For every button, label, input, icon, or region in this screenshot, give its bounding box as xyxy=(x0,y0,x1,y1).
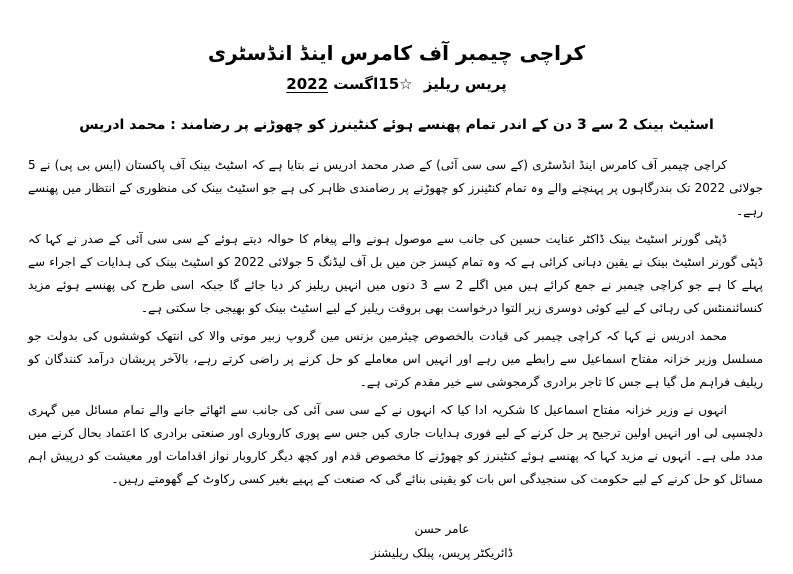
body-paragraph-2: ڈپٹی گورنر اسٹیٹ بینک ڈاکٹر عنایت حسین کی جانب سے موصول ہونے والے پیغام کا حوالہ دیتے ہوئے کے سی سی آئی کے صدر نے کہا کہ ڈپٹی گورنر اسٹیٹ بینک نے یقین دہانی کرائی ہے کہ وہ تمام کیسز جن میں بل آف لیڈنگ 5 جولائی 2022 کو اسٹیٹ بینک کی ہدایات کے اجراء سے پہلے کا ہے جو کراچی چیمبر نے جمع کرائے ہیں میں اگلے 2 سے 3 دنوں میں انہیں ریلیز کر دیا جائے گا جبکہ اسی طرح کی پھنسے ہوئے مزید کنسائنمنٹس کی رہائی کے لیے کوئی دوسری زیر التوا درخواست بھی بروقت ریلیز کے لیے اسٹیٹ بینک کو بھیجی جا سکتی ہے۔ xyxy=(28,232,764,315)
release-day-month: 15اگست xyxy=(333,75,400,93)
org-title: کراچی چیمبر آف کامرس اینڈ انڈسٹری xyxy=(207,41,586,65)
star-icon: ☆ xyxy=(399,75,413,93)
body-text xyxy=(28,154,763,491)
release-date-line xyxy=(0,75,793,93)
press-release-document xyxy=(0,40,793,574)
body-paragraph-4: انہوں نے وزیر خزانہ مفتاح اسماعیل کا شکریہ ادا کیا کہ انہوں نے کے سی سی آئی کی جانب سے اٹھائے جانے والے تمام مسائل میں گہری دلچسپی لی اور انہیں اولین ترجیح پر حل کرنے کے لیے فوری ہدایات جاری کیں جس سے پوری کاروباری اور صنعتی برادری کا اعتماد بحال کرنے میں مدد ملی ہے۔ انہوں نے مزید کہا کہ پھنسے ہوئے کنٹینرز کو چھوڑنے کا مخصوص قدم اور کچھ دیگر کاروبار نواز اقدامات اور معیشت کو درپیش اہم مسائل کو حل کرنے کے لیے حکومت کی سنجیدگی اس بات کو یقینی بنائے گی کہ صنعت کے پہیے بغیر کسی رکاوٹ کے گھومتے رہیں۔ xyxy=(28,403,763,486)
headline: اسٹیٹ بینک 2 سے 3 دن کے اندر تمام پھنسے ہوئے کنٹینرز کو چھوڑنے پر رضامند : محمد ادریس xyxy=(79,117,714,133)
signature-block xyxy=(371,517,513,565)
press-release-label: پریس ریلیز xyxy=(423,75,507,93)
release-year: 2022 xyxy=(286,75,329,93)
signature-title: ڈائریکٹر پریس، پبلک ریلیشنز xyxy=(370,546,513,560)
body-paragraph-1: کراچی چیمبر آف کامرس اینڈ انڈسٹری (کے سی سی آئی) کے صدر محمد ادریس نے بتایا ہے کہ اسٹیٹ بینک آف پاکستان (ایس بی پی) نے 5 جولائی 2022 تک بندرگاہوں پر پہنچنے والے وہ تمام کنٹینرز کو چھوڑنے پر رضامندی ظاہر کی ہے جو اسٹیٹ بینک کی منظوری کے انتظار میں پھنسے رہے۔ xyxy=(28,158,763,218)
body-paragraph-3: محمد ادریس نے کہا کہ کراچی چیمبر کی قیادت بالخصوص چیئرمین بزنس مین گروپ زبیر موتی والا کی انتھک کوششوں کی بدولت جو مسلسل وزیر خزانہ مفتاح اسماعیل سے رابطے میں رہے اور انہیں اس معاملے کو حل کرنے پر راضی کرتے رہے، بالآخر پریشان درآمد کنندگان کو ریلیف فراہم مل گیا ہے جس کا تاجر برادری گرمجوشی سے خیر مقدم کرتی ہے۔ xyxy=(28,329,763,389)
signature-name: عامر حسن xyxy=(414,522,470,536)
